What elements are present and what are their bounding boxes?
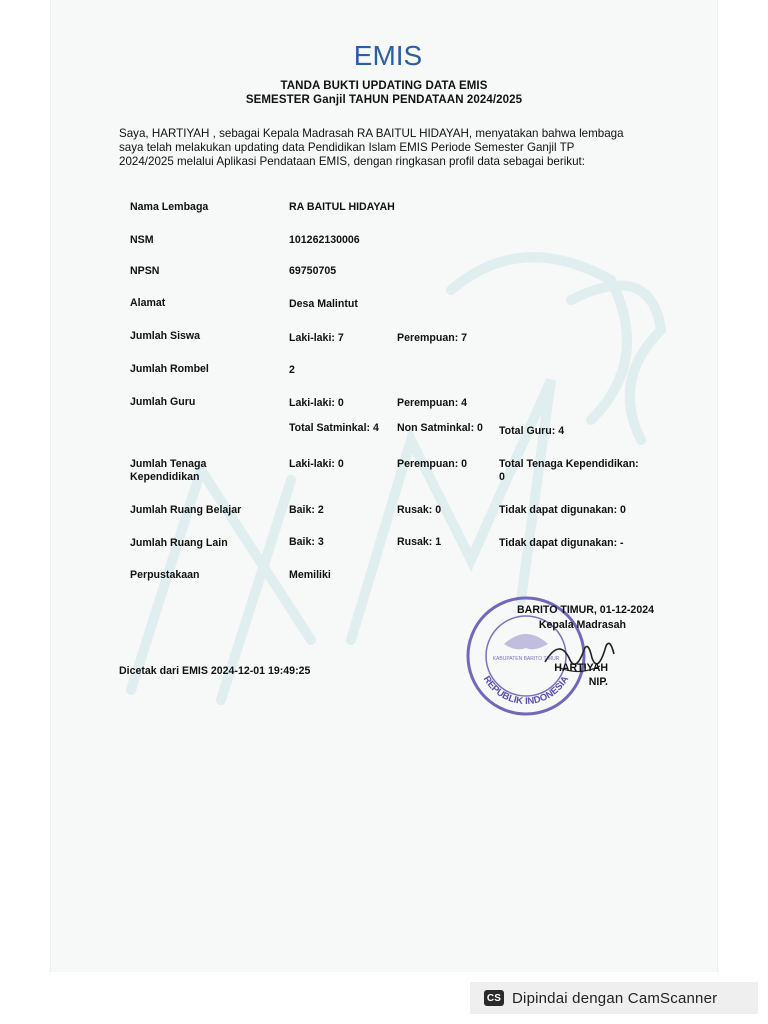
value-ruang-lain-rusak: Rusak: 1 — [397, 536, 442, 548]
label-tenaga-kependidikan — [130, 458, 206, 484]
label-jumlah-guru: Jumlah Guru — [130, 396, 196, 408]
value-perpustakaan: Memiliki — [289, 569, 331, 581]
value-ruang-belajar-tidak: Tidak dapat digunakan: 0 — [499, 504, 626, 516]
value-guru-perempuan: Perempuan: 4 — [397, 397, 468, 409]
intro-paragraph — [119, 127, 629, 169]
camscanner-banner — [470, 982, 758, 1014]
label-ruang-belajar: Jumlah Ruang Belajar — [130, 504, 242, 516]
value-alamat: Desa Malintut — [289, 298, 358, 310]
value-ruang-lain-tidak: Tidak dapat digunakan: - — [499, 537, 624, 549]
label-nama-lembaga: Nama Lembaga — [130, 201, 209, 213]
label-jumlah-rombel: Jumlah Rombel — [130, 363, 209, 375]
value-ruang-belajar-rusak: Rusak: 0 — [397, 504, 442, 516]
printed-timestamp: Dicetak dari EMIS 2024-12-01 19:49:25 — [119, 665, 311, 677]
value-line: Total Tenaga Kependidikan: — [499, 458, 639, 470]
value-guru-non-satminkal: Non Satminkal: 0 — [397, 422, 483, 434]
value-tendik-total — [499, 458, 639, 484]
sign-position: Kepala Madrasah — [538, 619, 626, 631]
label-alamat: Alamat — [130, 297, 166, 309]
emis-logo-text: EMIS — [353, 40, 423, 70]
value-nama-lembaga: RA BAITUL HIDAYAH — [289, 201, 395, 213]
value-tendik-perempuan: Perempuan: 0 — [397, 458, 468, 470]
value-nsm: 101262130006 — [289, 234, 360, 246]
value-guru-laki: Laki-laki: 0 — [289, 397, 344, 409]
intro-line: 2024/2025 melalui Aplikasi Pendataan EMIS, dengan ringkasan profil data sebagai berikut: — [119, 155, 585, 168]
handwritten-signature — [540, 632, 620, 682]
value-ruang-belajar-baik: Baik: 2 — [289, 504, 324, 516]
stamp-text: REPUBLIK INDONESIA — [480, 674, 572, 708]
label-ruang-lain: Jumlah Ruang Lain — [130, 537, 228, 549]
camscanner-text: Dipindai dengan CamScanner — [512, 989, 718, 1007]
value-tendik-laki: Laki-laki: 0 — [289, 458, 344, 470]
label-line: Jumlah Tenaga — [130, 458, 207, 470]
value-siswa-perempuan: Perempuan: 7 — [397, 332, 468, 344]
value-ruang-lain-baik: Baik: 3 — [289, 536, 324, 548]
label-jumlah-siswa: Jumlah Siswa — [130, 330, 201, 342]
label-nsm: NSM — [130, 234, 154, 246]
sign-place-date: BARITO TIMUR, 01-12-2024 — [517, 604, 654, 616]
document-title: TANDA BUKTI UPDATING DATA EMIS — [280, 80, 488, 92]
intro-line: Saya, HARTIYAH , sebagai Kepala Madrasah RA BAITUL HIDAYAH, menyatakan bahwa lembaga — [119, 127, 624, 140]
value-guru-total: Total Guru: 4 — [499, 425, 565, 437]
label-line: Kependidikan — [130, 471, 200, 483]
value-rombel: 2 — [289, 364, 295, 376]
value-npsn: 69750705 — [289, 265, 337, 277]
camscanner-icon: CS — [484, 990, 504, 1006]
sign-name: HARTIYAH — [554, 662, 608, 674]
stamp-inner-text: KABUPATEN BARITO TIMUR — [492, 656, 560, 662]
value-guru-satminkal: Total Satminkal: 4 — [289, 422, 379, 434]
document-subtitle: SEMESTER Ganjil TAHUN PENDATAAN 2024/2025 — [245, 94, 523, 106]
value-siswa-laki: Laki-laki: 7 — [289, 332, 344, 344]
sign-nip: NIP. — [588, 676, 608, 688]
value-line: 0 — [499, 471, 505, 483]
intro-line: saya telah melakukan updating data Pendidikan Islam EMIS Periode Semester Ganjil TP — [119, 141, 575, 154]
emis-logo — [351, 40, 425, 70]
label-perpustakaan: Perpustakaan — [130, 569, 200, 581]
label-npsn: NPSN — [130, 265, 160, 277]
